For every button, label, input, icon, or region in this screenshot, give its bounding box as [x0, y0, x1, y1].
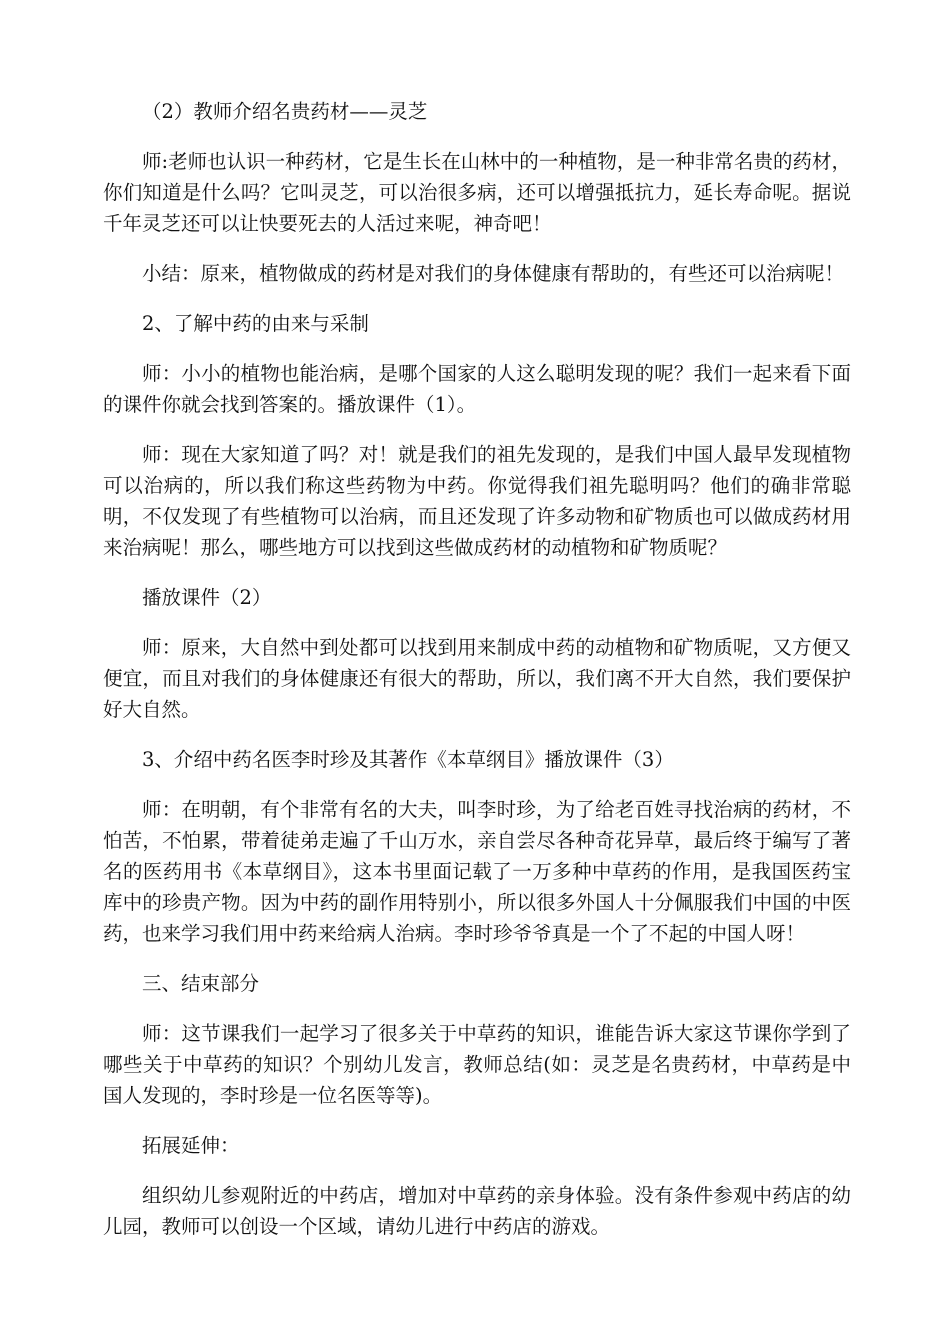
section-heading-origin: 2、了解中药的由来与采制 [142, 312, 369, 335]
paragraph-teacher-lingzhi: 师:老师也认识一种药材，它是生长在山林中的一种植物，是一种非常名贵的药材，你们知道是什么吗？它叫灵芝，可以治很多病，还可以增强抵抗力，延长寿命呢。据说千年灵芝还可以让快要死去的人活过来呢，神奇吧！ [103, 150, 851, 235]
paragraph-play-courseware-2: 播放课件（2） [142, 586, 272, 609]
section-heading-li-shizhen: 3、介绍中药名医李时珍及其著作《本草纲目》播放课件（3） [142, 748, 674, 771]
section-heading-ending: 三、结束部分 [142, 972, 260, 995]
paragraph-teacher-ancestors: 师：现在大家知道了吗？对！就是我们的祖先发现的，是我们中国人最早发现植物可以治病的，所以我们称这些药物为中药。你觉得我们祖先聪明吗？他们的确非常聪明，不仅发现了有些植物可以治病，而且还发现了许多动物和矿物质也可以做成药材用来治病呢！那么，哪些地方可以找到这些做成药材的动植物和矿物质呢？ [103, 443, 851, 559]
paragraph-teacher-review: 师：这节课我们一起学习了很多关于中草药的知识，谁能告诉大家这节课你学到了哪些关于中草药的知识？个别幼儿发言，教师总结(如：灵芝是名贵药材，中草药是中国人发现的，李时珍是一位名医等等)。 [103, 1022, 851, 1107]
paragraph-teacher-question: 师：小小的植物也能治病，是哪个国家的人这么聪明发现的呢？我们一起来看下面的课件你就会找到答案的。播放课件（1）。 [103, 362, 851, 416]
section-heading-extension: 拓展延伸： [142, 1134, 240, 1157]
paragraph-summary: 小结：原来，植物做成的药材是对我们的身体健康有帮助的，有些还可以治病呢！ [142, 262, 845, 285]
paragraph-extension-activity: 组织幼儿参观附近的中药店，增加对中草药的亲身体验。没有条件参观中药店的幼儿园，教师可以创设一个区域，请幼儿进行中药店的游戏。 [103, 1184, 851, 1238]
document-body [103, 96, 851, 1261]
section-heading-lingzhi: （2）教师介绍名贵药材——灵芝 [142, 100, 428, 123]
paragraph-teacher-li-shizhen: 师：在明朝，有个非常有名的大夫，叫李时珍，为了给老百姓寻找治病的药材，不怕苦，不怕累，带着徒弟走遍了千山万水，亲自尝尽各种奇花异草，最后终于编写了著名的医药用书《本草纲目》，这本书里面记载了一万多种中草药的作用，是我国医药宝库中的珍贵产物。因为中药的副作用特别小，所以很多外国人十分佩服我们中国的中医药，也来学习我们用中药来给病人治病。李时珍爷爷真是一个了不起的中国人呀！ [103, 798, 851, 945]
paragraph-teacher-nature: 师：原来，大自然中到处都可以找到用来制成中药的动植物和矿物质呢，又方便又便宜，而且对我们的身体健康还有很大的帮助，所以，我们离不开大自然，我们要保护好大自然。 [103, 636, 851, 721]
